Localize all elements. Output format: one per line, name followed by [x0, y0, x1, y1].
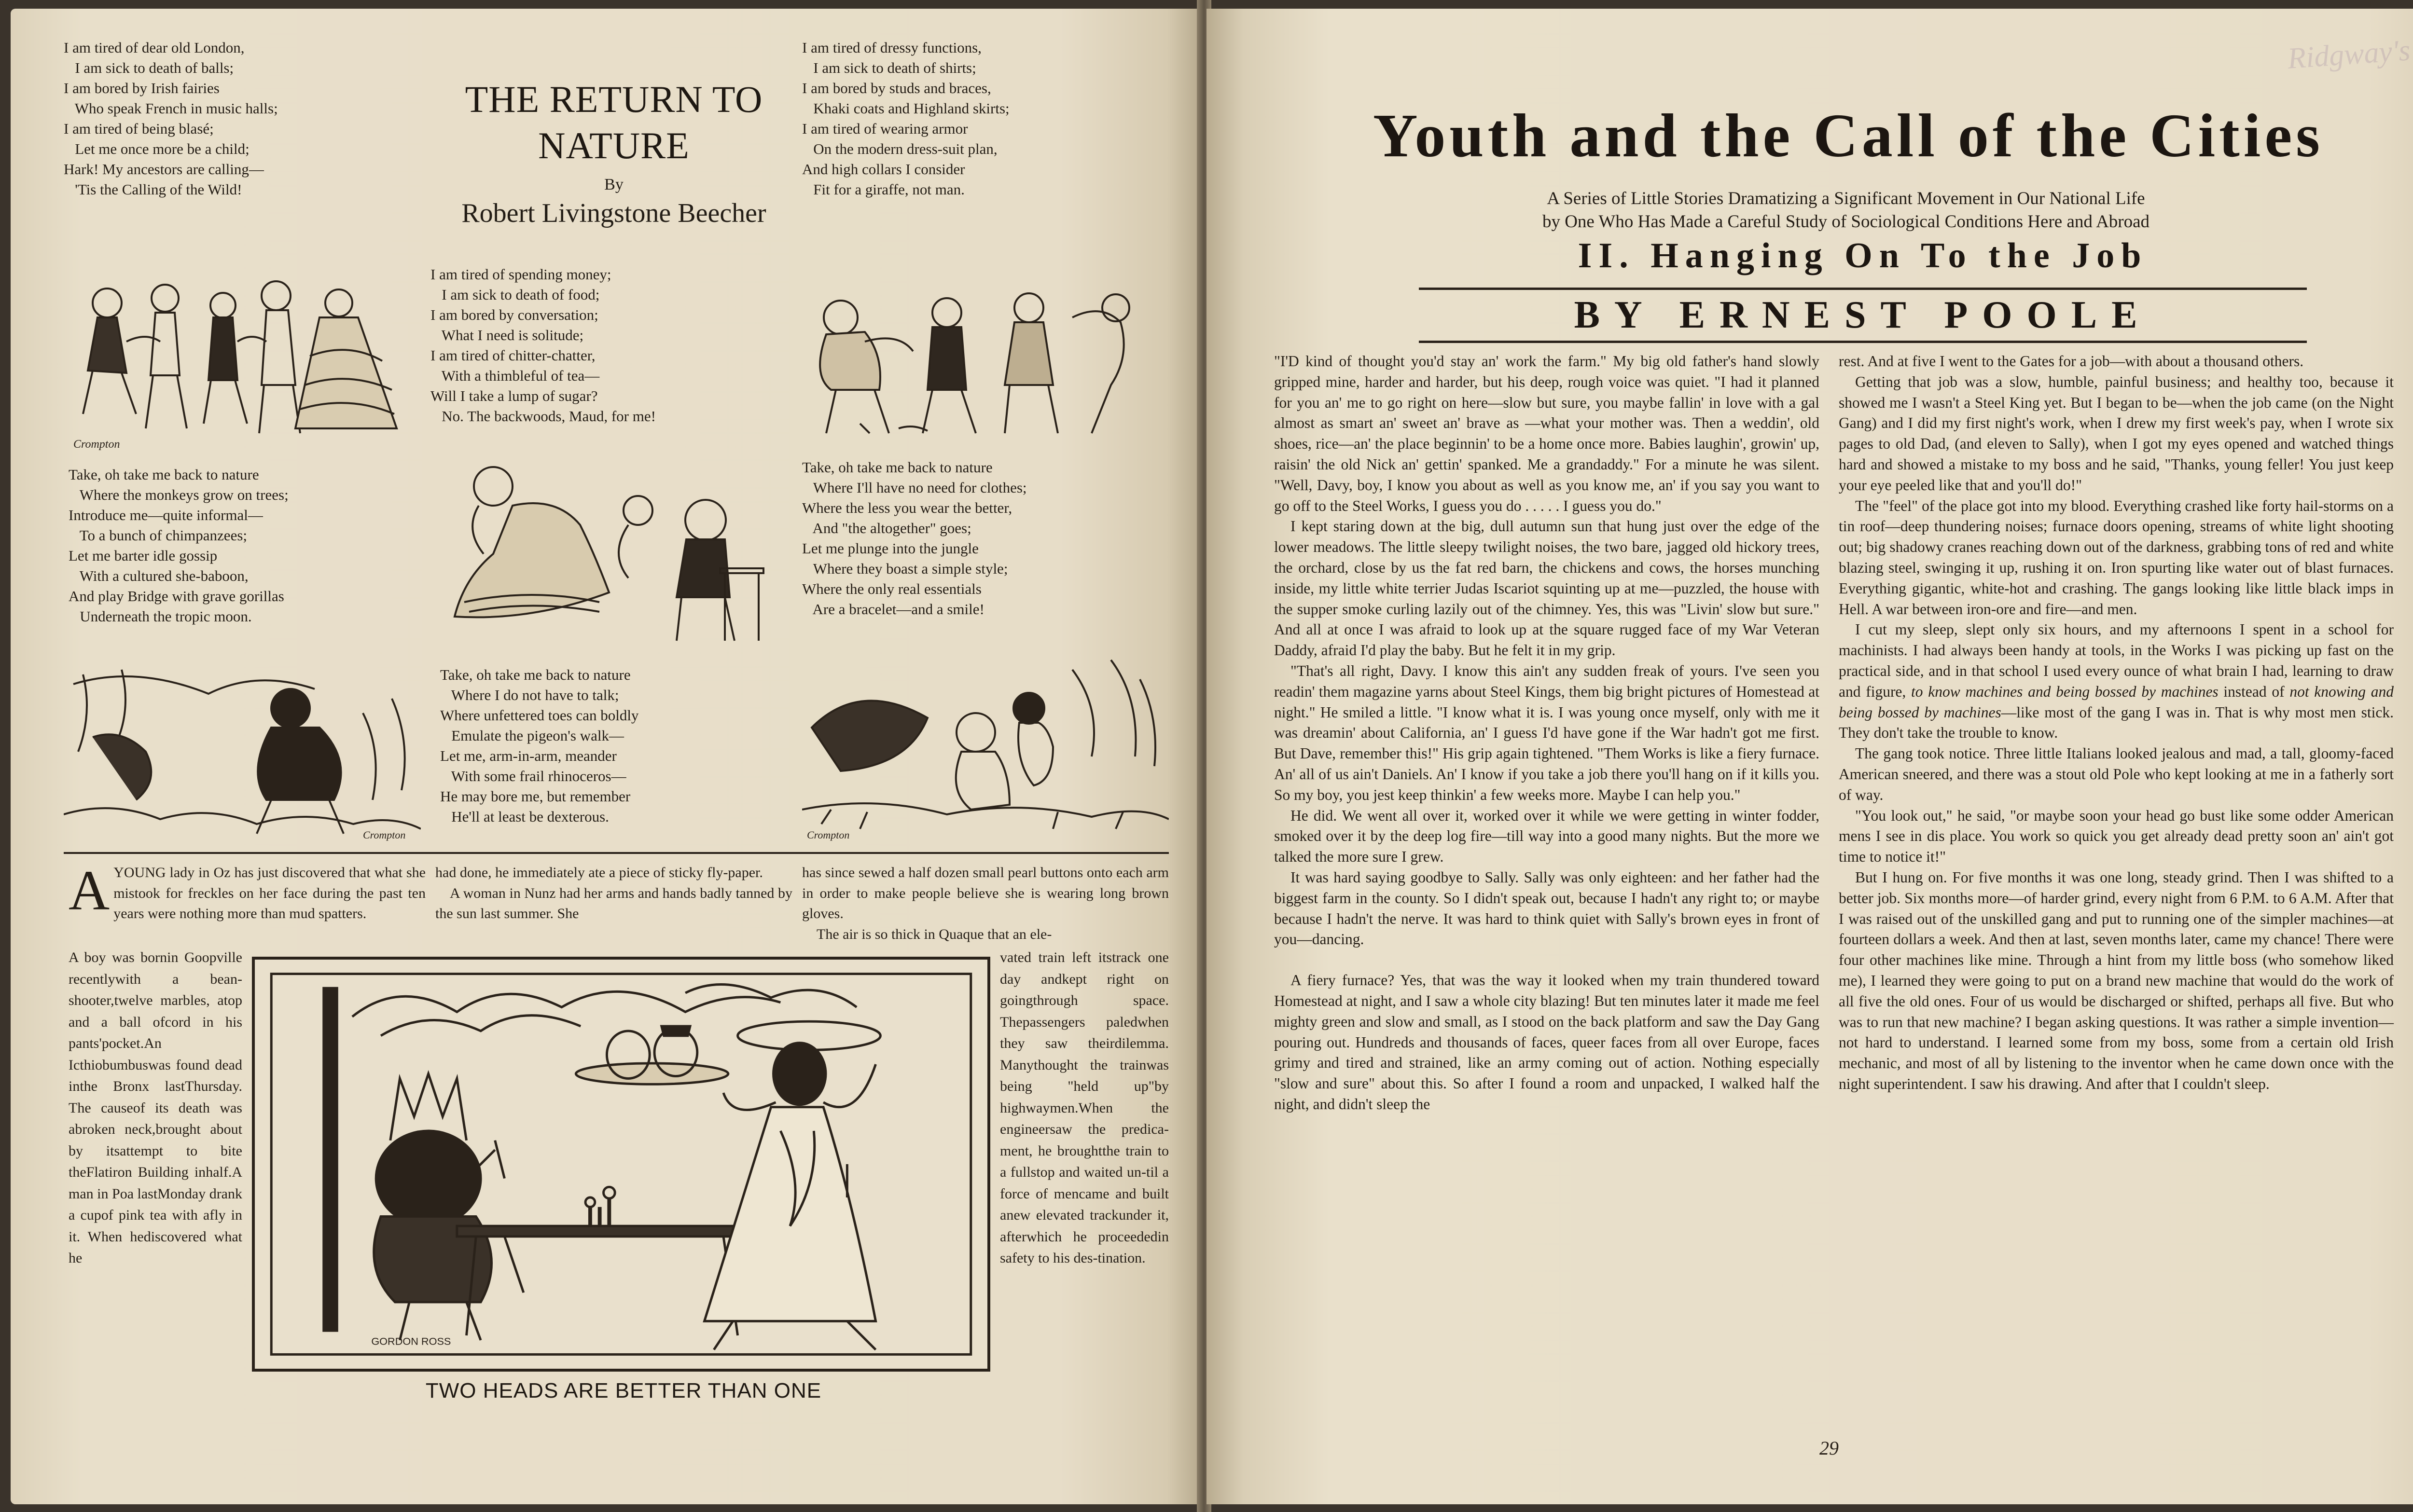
- text-line: And "the altogether" goes;: [802, 520, 971, 536]
- text-line: the Bronx last: [80, 1078, 185, 1094]
- story-column-2: [1839, 351, 2394, 1095]
- illustrator-signature-2: Crompton: [363, 829, 406, 841]
- text-line: the train to a full: [1000, 1142, 1169, 1180]
- poem-stanza-1: [64, 38, 411, 200]
- undressing-man-drawing: [802, 279, 1169, 438]
- text-line: dilemma. Many: [1000, 1035, 1169, 1073]
- text-line: saw the predica-: [1050, 1121, 1169, 1137]
- text-line: with a bean-shooter,: [69, 971, 242, 1008]
- text-line: An Icthiobumbus: [69, 1035, 162, 1073]
- article-title: Youth and the Call of the Cities: [1373, 101, 2324, 170]
- two-heads-cartoon-drawing: [255, 960, 987, 1369]
- text-line: And play Bridge with grave gorillas: [69, 588, 284, 605]
- text-line: Monday drank a cup: [69, 1185, 242, 1223]
- text-line: under it, after: [1000, 1207, 1169, 1245]
- poem-stanza-5: [802, 457, 1179, 619]
- text-line: in safety to his des-: [1000, 1228, 1169, 1266]
- text-line: Introduce me—quite informal—: [69, 507, 263, 523]
- poem-stanza-6: [440, 665, 778, 827]
- text-line: Take, oh take me back to nature: [69, 466, 259, 483]
- article-dropcap: A: [69, 859, 110, 922]
- left-page: [11, 9, 1203, 1504]
- text-line: With some frail rhinoceros—: [440, 768, 626, 784]
- article-narrow-left: [69, 947, 242, 1269]
- text-line: What I need is solitude;: [430, 327, 584, 344]
- text-line: I am sick to death of balls;: [64, 59, 234, 76]
- story-col1-p6: A fiery furnace? Yes, that was the way it looked when my train thundered toward Homestead at night, and I saw a whole city blazing! But ten minutes later it made me feel mighty green and slow and small, as I stood on the back platform and saw the Day Gang pouring out. Hundreds and thousands of faces, queer faces from all over Europe, faces grimy and tired and strained, like an army coming out of action. Nothing especially "slow and sure" about this. So after I found a room and unpacked, I walked half the night, and didn't sleep the: [1274, 972, 1819, 1113]
- text-line: fly in it. When he: [69, 1207, 242, 1245]
- poem-title-block: [426, 76, 802, 229]
- article-byline: BY ERNEST POOLE: [1574, 294, 2152, 336]
- text-line: Underneath the tropic moon.: [69, 608, 252, 625]
- text-line: broken neck,: [75, 1121, 156, 1137]
- text-line: Where they boast a simple style;: [802, 560, 1008, 577]
- text-line: brought about by its: [69, 1121, 242, 1159]
- text-line: Let me barter idle gossip: [69, 547, 218, 564]
- article-subtitle-line-2: by One Who Has Made a Careful Study of Sociological Conditions Here and Abroad: [1542, 212, 2150, 232]
- text-line: I am bored by conversation;: [430, 306, 598, 323]
- text-line: Let me, arm-in-arm, meander: [440, 747, 617, 764]
- text-line: tination.: [1097, 1250, 1146, 1266]
- text-line: ment, he brought: [1000, 1142, 1103, 1159]
- section-divider: [64, 852, 1169, 854]
- article-part-heading: II. Hanging On To the Job: [1578, 236, 2148, 275]
- article-col2-text: had done, he immediately ate a piece of sticky fly-paper.: [435, 865, 763, 880]
- text-line: Fit for a giraffe, not man.: [802, 181, 965, 198]
- article-narrow-right: [1000, 947, 1169, 1269]
- text-line: when they saw their: [1000, 1014, 1169, 1051]
- text-line: track one day and: [1000, 949, 1169, 987]
- story-col1-p3: "That's all right, Davy. I know this ain't any sudden freak of yours. I've seen you readin' them magazine yarns about Steel Kings, them big bright pictures of Homestead at night." He smiled a little. "I know what it is. I was young once myself, only with me it was dreamin' about California, an' I guess I'd have gone if the War hadn't got me first. But Dave, remember this!" His grip again tightened. "Them Works is like a fiery furnace. An' all of us ain't Daniels. An' I know if you take a job there you'll hang on if it kills you. So my boy, you jest keep thinkin' a few weeks more. Maybe I can help you.": [1274, 662, 1819, 803]
- poem-title-line-1: THE RETURN TO: [465, 78, 763, 120]
- text-line: passengers paled: [1022, 1014, 1138, 1030]
- text-line: I am bored by studs and braces,: [802, 80, 991, 96]
- text-line: in Goopville recently: [69, 949, 242, 987]
- text-line: came and built a: [1000, 1185, 1169, 1223]
- poem-author: Robert Livingstone Beecher: [461, 198, 766, 228]
- text-line: Where the monkeys grow on trees;: [69, 486, 289, 503]
- story-col2-italic-2: not knowing and being bossed by machines: [1839, 683, 2394, 721]
- text-line: Will I take a lump of sugar?: [430, 387, 598, 404]
- text-line: Where the less you wear the better,: [802, 499, 1012, 516]
- text-line: I am tired of wearing armor: [802, 120, 968, 137]
- text-line: I am bored by Irish fairies: [64, 80, 220, 96]
- text-line: Take, oh take me back to nature: [440, 666, 631, 683]
- text-line: I am tired of being blasé;: [64, 120, 214, 137]
- story-col2-instead: instead of: [2223, 683, 2285, 700]
- jungle-couple-illustration: [802, 650, 1169, 843]
- text-line: When the engineer: [1000, 1100, 1169, 1137]
- cartoon-signature: GORDON ROSS: [371, 1335, 451, 1347]
- text-line: I am tired of chitter-chatter,: [430, 347, 596, 364]
- text-line: He may bore me, but remember: [440, 788, 631, 805]
- text-line: 'Tis the Calling of the Wild!: [64, 181, 242, 198]
- text-line: Where I do not have to talk;: [440, 687, 619, 703]
- article-col2b-text: A woman in Nunz had her arms and hands badly tanned by the sun last summer. She: [435, 885, 792, 921]
- text-line: I am sick to death of food;: [430, 286, 600, 303]
- poem-byline-by: By: [604, 176, 624, 193]
- text-line: discovered what he: [69, 1228, 243, 1266]
- illustrator-signature: Crompton: [73, 438, 120, 451]
- bleedthrough-mark: Ridgway's: [2286, 34, 2412, 75]
- jungle-gorilla-drawing: [64, 655, 421, 843]
- byline-rule-bottom: [1419, 341, 2307, 343]
- story-col2-p4-end: —like most of the gang I was in. That is why most men stick. They don't take the trouble to know.: [1839, 703, 2394, 742]
- text-line: A boy was born: [69, 949, 167, 965]
- text-line: Flatiron Building in: [86, 1164, 206, 1180]
- story-col2-p2: Getting that job was a slow, humble, painful business; and healthy too, because it showed me I wasn't a Steel King yet. But I began to be—when the job came (on the Night Gang) and I did my first night's work, when I drew my first week's pay, when I wrote six pages to old Dad, (and eleven to Sally), when I got my eyes opened and watched things hard and showed a mistake to my boss and he said, "Thanks, young feller! You just keep your eye peeled like that and you'll do!": [1839, 373, 2394, 494]
- text-line: half.: [206, 1164, 232, 1180]
- poem-stanza-4: [69, 465, 435, 627]
- text-line: twelve marbles, a: [114, 992, 224, 1008]
- poem-stanza-3: [430, 264, 768, 426]
- text-line: pocket.: [101, 1035, 144, 1051]
- story-col2-p6: "You look out," he said, "or maybe soon your head go bust like some odder American mens I see in dis place. You work so quick you get already dead pretty soon an' ain't got time to notice it!": [1839, 807, 2394, 866]
- text-line: I am tired of dear old London,: [64, 39, 245, 56]
- text-line: top and a ball of: [69, 992, 242, 1030]
- text-line: No. The backwoods, Maud, for me!: [430, 408, 656, 425]
- text-line: by highwaymen.: [1000, 1078, 1169, 1116]
- illustrator-signature-3: Crompton: [807, 829, 850, 841]
- story-column-1: [1274, 351, 1819, 1115]
- text-line: Where unfettered toes can boldly: [440, 707, 639, 724]
- story-col1-p2: I kept staring down at the big, dull autumn sun that hung just over the edge of the lower meadows. The little sleepy twilight noises, the two bare, jagged old hickory trees, the orchard, close by us the fat red barn, the chickens and cows, the horses munching inside, my little white terrier Judas Iscariot squinting up at me—puzzled, the house with the supper smoke curling lazily out of the chimney. Yes, this was "Livin' slow but sure." And all at once I was afraid to look up at the square rugged face of my War Veteran Daddy, afraid I'd play the baby. But he felt it in my grip.: [1274, 518, 1819, 659]
- dancing-society-drawing: [69, 269, 416, 453]
- ballroom-bow-drawing: [435, 457, 783, 655]
- dancing-society-illustration: [69, 269, 416, 453]
- text-line: which he proceeded: [1026, 1228, 1158, 1245]
- text-line: Who speak French in music halls;: [64, 100, 278, 117]
- text-line: new elevated track: [1006, 1207, 1119, 1223]
- text-line: With a thimbleful of tea—: [430, 367, 600, 384]
- story-col1-p5: It was hard saying goodbye to Sally. Sally was only eighteen: and her father had the biggest farm in the county. So I didn't speak out, because I hadn't any right to; or maybe because I hadn't the nerve. It was hard to think quiet with Sally's brown eyes in front of you—dancing.: [1274, 868, 1819, 948]
- text-line: of its death was a: [69, 1100, 242, 1137]
- article-column-1: [69, 859, 426, 924]
- text-line: Thursday. The cause: [69, 1078, 242, 1116]
- text-line: Khaki coats and Highland skirts;: [802, 100, 1010, 117]
- text-line: vated train left its: [1000, 949, 1112, 965]
- text-line: Let me once more be a child;: [64, 140, 250, 157]
- text-line: cord in his pants': [69, 1014, 243, 1051]
- text-line: kept right on going: [1000, 971, 1169, 1008]
- text-line: was found dead in: [69, 1057, 242, 1094]
- story-col2-p4-text: I cut my sleep, slept only six hours, and my afternoons I spent in a school for machinists. I had always been handy at tools, in the Works I was picking up fast on the practical side, and in that school I used every ounce of what brain I had, learning to draw and figure,: [1839, 621, 2394, 700]
- text-line: Emulate the pigeon's walk—: [440, 727, 624, 744]
- text-line: of pink tea with a: [101, 1207, 210, 1223]
- story-col1-p4: He did. We went all over it, worked over it while we were getting in winter fodder, smoked over it by the deep log fire—till way into a good many nights. But the more we talked the more sure I grew.: [1274, 807, 1819, 866]
- text-line: And high collars I consider: [802, 161, 965, 178]
- text-line: Where I'll have no need for clothes;: [802, 479, 1027, 496]
- poem-stanza-2: [802, 38, 1179, 200]
- text-line: Where the only real essentials: [802, 580, 982, 597]
- article-col3b-text: The air is so thick in Quaque that an ele-: [817, 926, 1052, 942]
- text-line: attempt to bite the: [69, 1142, 242, 1180]
- story-col2-p4: [1839, 619, 2394, 743]
- text-line: With a cultured she-baboon,: [69, 567, 249, 584]
- article-col3-text: has since sewed a half dozen small pearl buttons onto each arm in order to make people believe she is wearing long brown gloves.: [802, 865, 1169, 921]
- story-col1-p1: "I'D kind of thought you'd stay an' work the farm." My big old father's hand slowly gripped mine, harder and harder, but his deep, rough voice was quiet. "I had it planned for you an' me to go right on here—slow but sure, you maybe fallin' in love with a gal almost as smart an' sweet an' brave as —what your mother was. Then a weddin', old shoes, rice—an' the place beginnin' to be a home once more. Babies laughin', growin' up, raisin' the old Nick an' gettin' spanked. Me a grandaddy." For a minute he was silent. "Well, Davy, boy, I know you about as well as you know me, an' if you say you want to go off to the Steel Works, I guess you do . . . . . I guess you do.": [1274, 353, 1819, 514]
- text-line: I am sick to death of shirts;: [802, 59, 976, 76]
- text-line: On the modern dress-suit plan,: [802, 140, 998, 157]
- text-line: A man in Poa last: [69, 1164, 242, 1202]
- text-line: Are a bracelet—and a smile!: [802, 601, 985, 618]
- two-heads-cartoon: [252, 957, 990, 1372]
- text-line: til a force of men: [1000, 1164, 1169, 1202]
- jungle-couple-drawing: [802, 650, 1169, 843]
- text-line: through space. The: [1000, 992, 1169, 1030]
- poem-title-line-2: NATURE: [538, 124, 690, 166]
- undressing-man-illustration: [802, 279, 1169, 438]
- story-col2-italic-1: to know machines and being bossed by machines: [1911, 683, 2219, 700]
- byline-rule-top: [1419, 288, 2307, 290]
- cartoon-caption: TWO HEADS ARE BETTER THAN ONE: [425, 1379, 822, 1402]
- article-column-3: [802, 863, 1169, 945]
- text-line: Let me plunge into the jungle: [802, 540, 979, 557]
- article-column-2: [435, 863, 792, 924]
- text-line: I am tired of dressy functions,: [802, 39, 982, 56]
- text-line: thought the train: [1034, 1057, 1147, 1073]
- text-line: Take, oh take me back to nature: [802, 459, 993, 476]
- text-line: I am tired of spending money;: [430, 266, 611, 283]
- text-line: Hark! My ancestors are calling—: [64, 161, 264, 178]
- ballroom-bow-illustration: [435, 457, 783, 655]
- story-col2-p7: But I hung on. For five months it was one long, steady grind. Then I was shifted to a better job. Six months more—of harder grind, every night from 6 P.M. to 6 A.M. After that I was raised out of the unskilled gang and put to running one of the simpler machines—at fourteen dollars a week. And then at last, seven months later, came my chance! There were four other machines like mine. Through a hint from my little boss (who somehow liked me), I learned they were going to put on a brand new machine that would do the work of all five the old ones. Four of us would be discharged or shifted, perhaps all five. But who was to run that new machine? I began asking questions. It was rather a simple invention—not hard to understand. I learned some from my boss, some from a certain old Irish mechanic, and most of all by listening to the inventor when he came down once with the night superintendent. I saw his drawing. And after that I couldn't sleep.: [1839, 868, 2394, 1092]
- right-page: [1206, 9, 2413, 1504]
- text-line: stop and waited un-: [1030, 1164, 1146, 1180]
- article-subtitle-line-1: A Series of Little Stories Dramatizing a Significant Movement in Our National Life: [1547, 189, 2145, 208]
- text-line: He'll at least be dexterous.: [440, 808, 609, 825]
- story-col2-p5: The gang took notice. Three little Italians looked jealous and mad, a tall, gloomy-faced American sneered, and there was a stout old Pole who kept looking at me in a fatherly sort of way.: [1839, 745, 2394, 803]
- text-line: was being "held up": [1000, 1057, 1169, 1094]
- story-col2-p3: The "feel" of the place got into my blood. Everything crashed like forty hail-storms on a tin roof—deep thundering noises; furnace doors opening, streams of white light shooting out; big shadowy cranes reaching down out of the darkness, grabbing tons of red and white blazing steel, swinging it up, rushing it on. Iron spurting like water out of blast furnaces. Everything gigantic, white-hot and crashing. The gangs looking like little black imps in Hell. A war between iron-ore and fire—and men.: [1839, 497, 2394, 618]
- text-line: To a bunch of chimpanzees;: [69, 527, 248, 544]
- story-col2-p1: rest. And at five I went to the Gates for a job—with about a thousand others.: [1839, 353, 2304, 370]
- article-col1-text: YOUNG lady in Oz has just discovered that what she mistook for freckles on her face during the past ten years were nothing more than mud spatters.: [113, 865, 426, 921]
- jungle-gorilla-illustration: [64, 655, 421, 843]
- page-number: 29: [1819, 1437, 1839, 1459]
